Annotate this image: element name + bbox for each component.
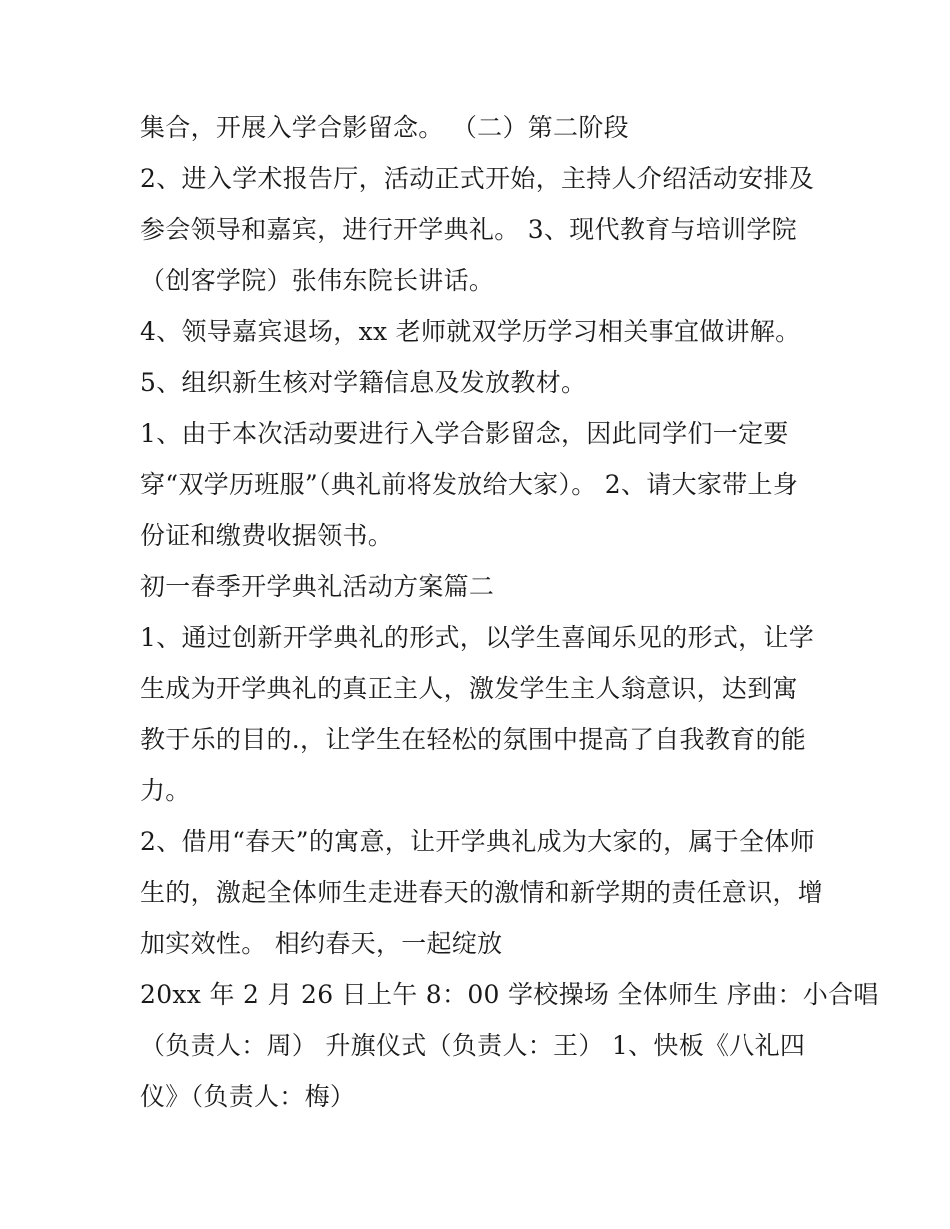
text-line-16: 生的，激起全体师生走进春天的激情和新学期的责任意识，增 — [140, 878, 824, 907]
text-line-15: 2、借用“春天”的寓意，让开学典礼成为大家的，属于全体师 — [140, 827, 815, 856]
text-line-11: 1、通过创新开学典礼的形式，以学生喜闻乐见的形式，让学 — [140, 623, 815, 652]
section-heading: 初一春季开学典礼活动方案篇二 — [140, 572, 495, 601]
text-line-12: 生成为开学典礼的真正主人，激发学生主人翁意识，达到寓 — [140, 674, 798, 703]
text-line-6: 5、组织新生核对学籍信息及发放教材。 — [140, 368, 587, 397]
text-line-14: 力。 — [140, 776, 191, 805]
text-line-18: 20xx 年 2 月 26 日上午 8：00 学校操场 全体师生 序曲：小合唱 — [140, 980, 879, 1009]
text-line-7: 1、由于本次活动要进行入学合影留念，因此同学们一定要 — [140, 419, 789, 448]
text-line-4: （创客学院）张伟东院长讲话。 — [140, 266, 495, 295]
text-line-3: 参会领导和嘉宾，进行开学典礼。 3、现代教育与培训学院 — [140, 215, 797, 244]
text-line-9: 份证和缴费收据领书。 — [140, 521, 394, 550]
text-line-5: 4、领导嘉宾退场，xx 老师就双学历学习相关事宜做讲解。 — [140, 317, 801, 346]
text-line-20: 仪》（负责人：梅） — [140, 1082, 356, 1111]
text-line-8: 穿“双学历班服”（典礼前将发放给大家）。 2、请大家带上身 — [140, 470, 799, 499]
text-line-17: 加实效性。 相约春天，一起绽放 — [140, 929, 503, 958]
text-line-19: （负责人：周） 升旗仪式（负责人：王） 1、快板《八礼四 — [140, 1031, 806, 1060]
text-line-1: 集合，开展入学合影留念。 （二）第二阶段 — [140, 113, 629, 142]
text-line-13: 教于乐的目的.，让学生在轻松的氛围中提高了自我教育的能 — [140, 725, 807, 754]
text-line-2: 2、进入学术报告厅，活动正式开始，主持人介绍活动安排及 — [140, 164, 815, 193]
